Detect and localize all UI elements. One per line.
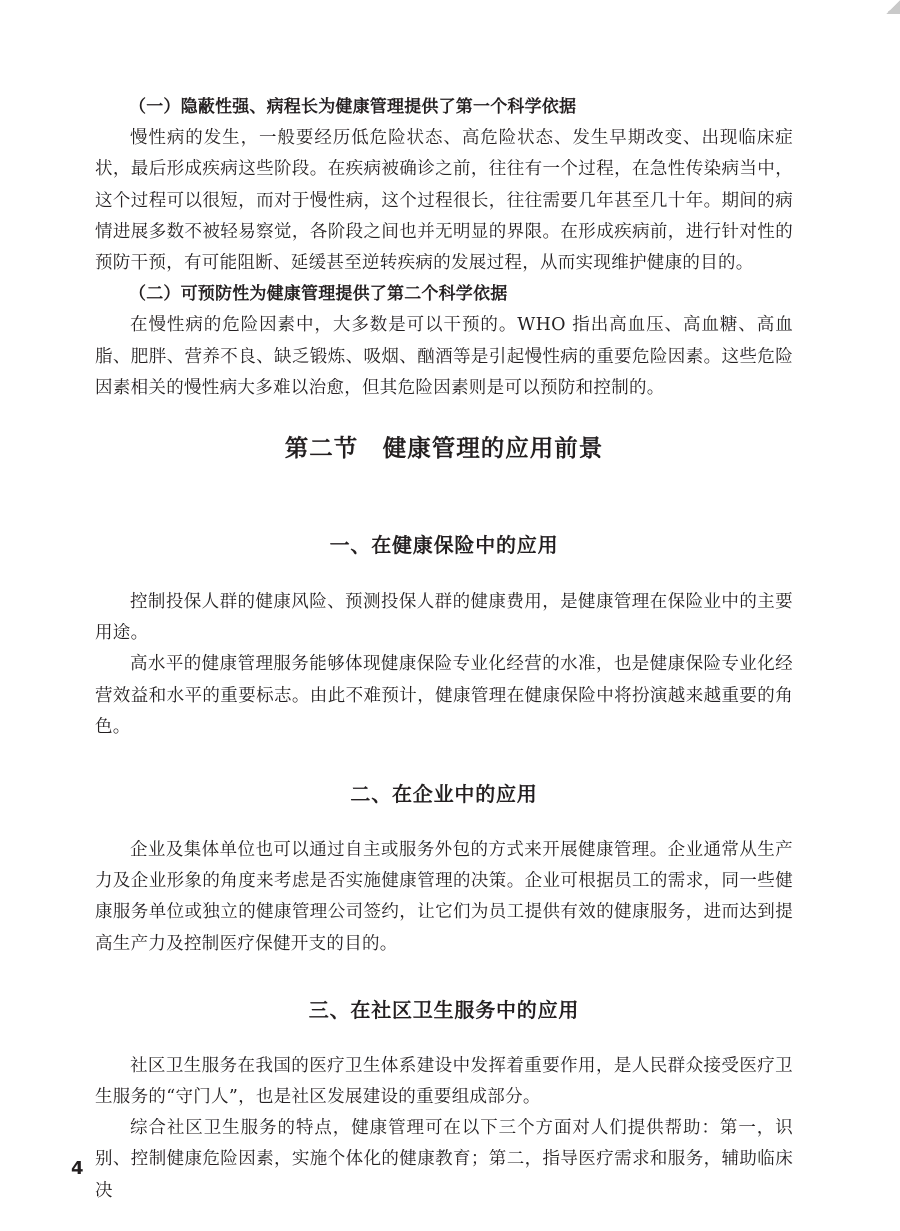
part-2-paragraph-1: 企业及集体单位也可以通过自主或服务外包的方式来开展健康管理。企业通常从生产力及企业形象的角度来考虑是否实施健康管理的决策。企业可根据员工的需求，同一些健康服务单位或独立的健康管理公司签约，让它们为员工提供有效的健康服务，进而达到提高生产力及控制医疗保健开支的目的。 xyxy=(95,840,793,954)
subsection-1-paragraph: 慢性病的发生，一般要经历低危险状态、高危险状态、发生早期改变、出现临床症状，最后形成疾病这些阶段。在疾病被确诊之前，往往有一个过程，在急性传染病当中，这个过程可以很短，而对于慢性病，这个过程很长，往往需要几年甚至几十年。期间的病情进展多数不被轻易察觉，各阶段之间也并无明显的界限。在形成疾病前，进行针对性的预防干预，有可能阻断、延缓甚至逆转疾病的发展过程，从而实现维护健康的目的。 xyxy=(95,128,793,274)
part-1-paragraph-2: 高水平的健康管理服务能够体现健康保险专业化经营的水准，也是健康保险专业化经营效益和水平的重要标志。由此不难预计，健康管理在健康保险中将扮演越来越重要的角色。 xyxy=(95,654,793,737)
part-3-paragraph-1: 社区卫生服务在我国的医疗卫生体系建设中发挥着重要作用，是人民群众接受医疗卫生服务的“守门人”，也是社区发展建设的重要组成部分。 xyxy=(95,1055,793,1108)
page-content xyxy=(95,92,793,1207)
page-number: 4 xyxy=(71,1158,84,1179)
subsection-2-heading: （二）可预防性为健康管理提供了第二个科学依据 xyxy=(129,284,508,305)
part-2-heading: 二、在企业中的应用 xyxy=(350,782,538,807)
part-1-heading: 一、在健康保险中的应用 xyxy=(329,533,559,558)
section-title: 第二节 健康管理的应用前景 xyxy=(284,434,604,463)
page-corner-mark xyxy=(886,0,900,14)
part-3-paragraph-2: 综合社区卫生服务的特点，健康管理可在以下三个方面对人们提供帮助：第一，识别、控制健康危险因素，实施个体化的健康教育；第二，指导医疗需求和服务，辅助临床决 xyxy=(95,1118,793,1201)
subsection-1-heading: （一）隐蔽性强、病程长为健康管理提供了第一个科学依据 xyxy=(129,97,577,117)
part-3-heading: 三、在社区卫生服务中的应用 xyxy=(308,997,580,1022)
part-1-paragraph-1: 控制投保人群的健康风险、预测投保人群的健康费用，是健康管理在保险业中的主要用途。 xyxy=(95,592,793,644)
subsection-2-paragraph: 在慢性病的危险因素中，大多数是可以干预的。WHO 指出高血压、高血糖、高血脂、肥胖、营养不良、缺乏锻炼、吸烟、酗酒等是引起慢性病的重要危险因素。这些危险因素相关的慢性病大多难以治愈，但其危险因素则是可以预防和控制的。 xyxy=(95,315,793,398)
